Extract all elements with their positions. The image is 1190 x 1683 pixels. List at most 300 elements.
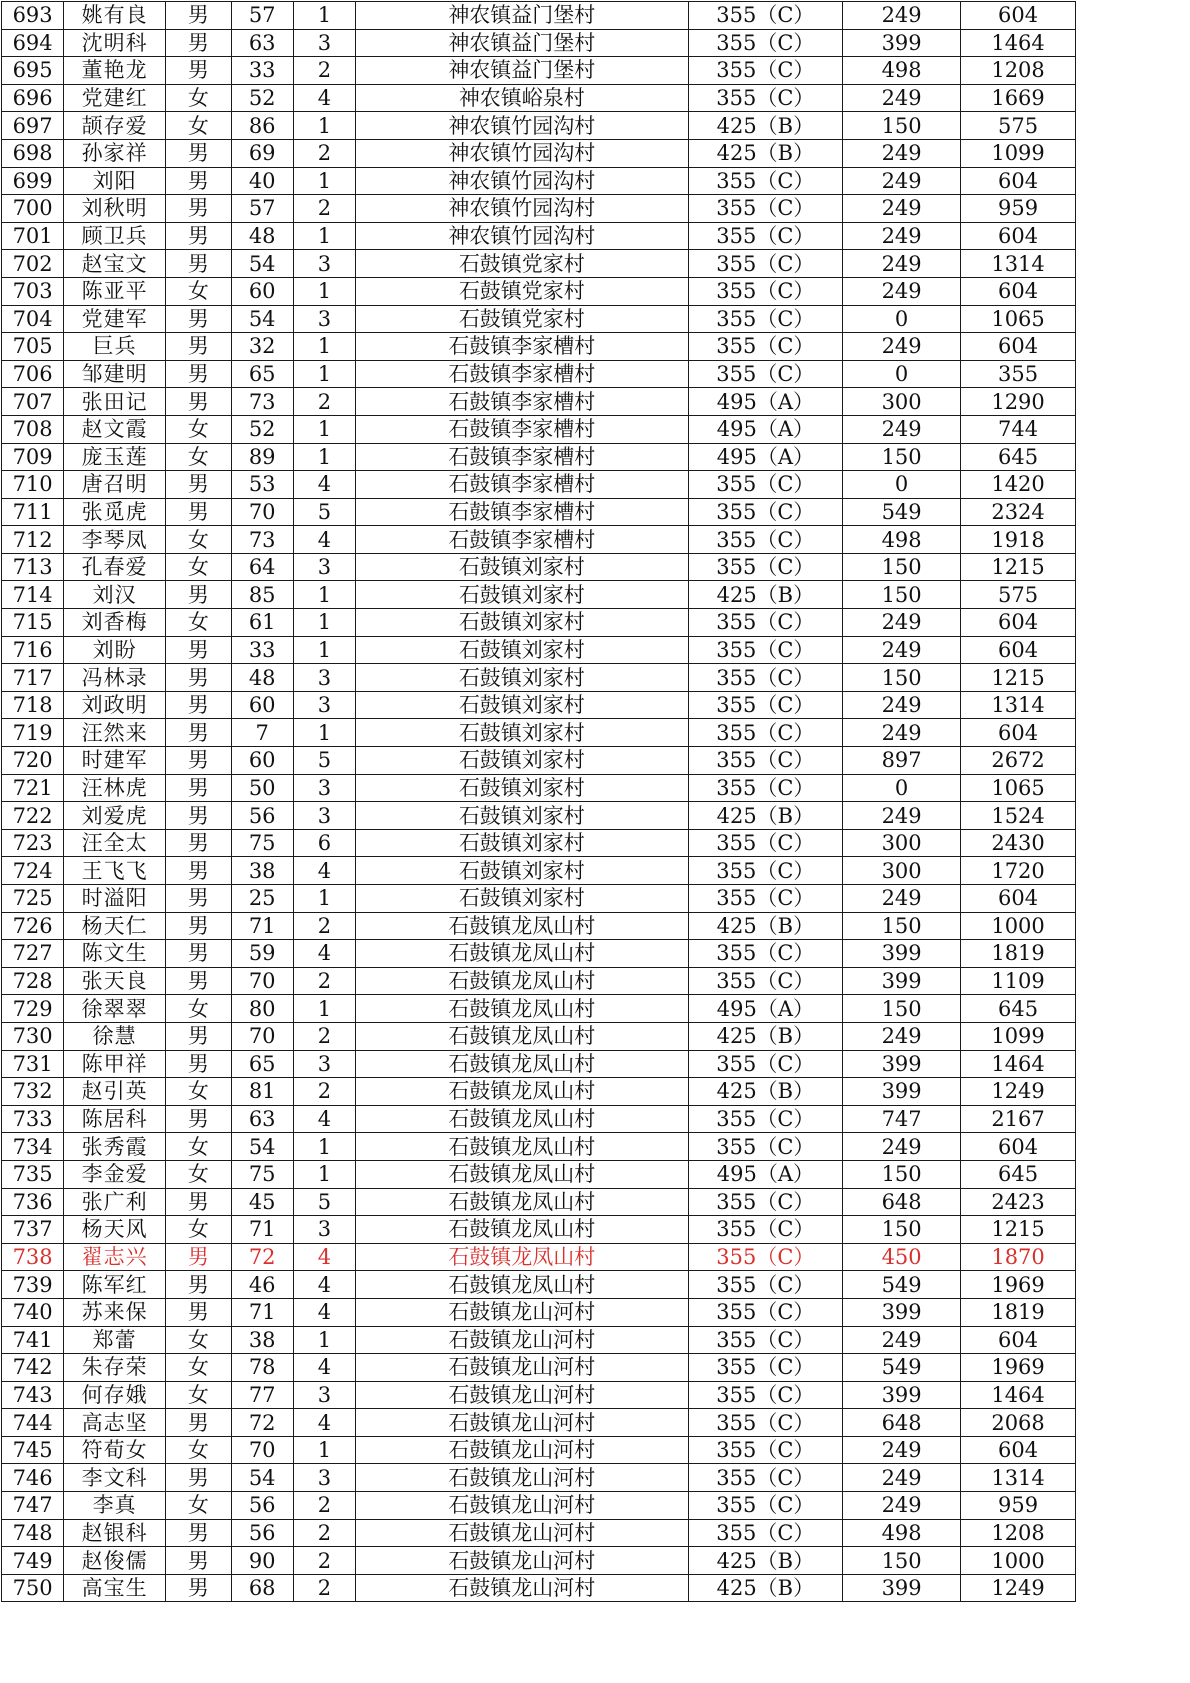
cell-village: 石鼓镇龙山河村	[356, 1492, 689, 1520]
cell-sex: 女	[166, 1216, 231, 1244]
cell-name: 庞玉莲	[64, 443, 166, 471]
cell-name: 刘阳	[64, 167, 166, 195]
table-row	[2, 1133, 1076, 1161]
cell-village: 石鼓镇刘家村	[356, 609, 689, 637]
cell-age: 73	[231, 388, 293, 416]
cell-standard: 425（B）	[688, 1022, 843, 1050]
cell-serial-number: 729	[2, 995, 64, 1023]
table-row	[2, 719, 1076, 747]
cell-household-members: 1	[293, 1133, 355, 1161]
cell-household-members: 4	[293, 1105, 355, 1133]
cell-subsidy: 249	[843, 415, 961, 443]
cell-household-members: 4	[293, 1298, 355, 1326]
cell-household-members: 2	[293, 1022, 355, 1050]
cell-sex: 男	[166, 57, 231, 85]
cell-village: 石鼓镇党家村	[356, 305, 689, 333]
cell-total: 575	[961, 581, 1076, 609]
cell-total: 1420	[961, 471, 1076, 499]
cell-name: 李金爱	[64, 1160, 166, 1188]
cell-serial-number: 721	[2, 774, 64, 802]
cell-household-members: 2	[293, 912, 355, 940]
cell-serial-number: 728	[2, 967, 64, 995]
cell-name: 姚有良	[64, 2, 166, 30]
cell-total: 1000	[961, 1547, 1076, 1575]
cell-standard: 355（C）	[688, 1519, 843, 1547]
cell-village: 石鼓镇刘家村	[356, 691, 689, 719]
cell-total: 604	[961, 1326, 1076, 1354]
table-row	[2, 360, 1076, 388]
cell-total: 604	[961, 719, 1076, 747]
cell-standard: 355（C）	[688, 526, 843, 554]
cell-sex: 女	[166, 609, 231, 637]
cell-village: 石鼓镇李家槽村	[356, 415, 689, 443]
cell-sex: 男	[166, 388, 231, 416]
cell-village: 石鼓镇龙凤山村	[356, 1022, 689, 1050]
cell-household-members: 1	[293, 885, 355, 913]
cell-serial-number: 715	[2, 609, 64, 637]
cell-name: 刘秋明	[64, 195, 166, 223]
cell-subsidy: 399	[843, 1381, 961, 1409]
cell-serial-number: 705	[2, 333, 64, 361]
cell-name: 苏来保	[64, 1298, 166, 1326]
cell-subsidy: 150	[843, 112, 961, 140]
table-row	[2, 57, 1076, 85]
cell-serial-number: 713	[2, 553, 64, 581]
cell-total: 1249	[961, 1574, 1076, 1602]
cell-sex: 男	[166, 360, 231, 388]
cell-village: 神农镇竹园沟村	[356, 222, 689, 250]
table-body	[2, 2, 1076, 1602]
cell-subsidy: 249	[843, 719, 961, 747]
cell-subsidy: 249	[843, 250, 961, 278]
cell-standard: 355（C）	[688, 857, 843, 885]
cell-age: 54	[231, 250, 293, 278]
cell-standard: 355（C）	[688, 29, 843, 57]
cell-name: 时溢阳	[64, 885, 166, 913]
cell-total: 1314	[961, 691, 1076, 719]
cell-standard: 355（C）	[688, 691, 843, 719]
cell-total: 1819	[961, 1298, 1076, 1326]
cell-village: 神农镇竹园沟村	[356, 139, 689, 167]
cell-village: 石鼓镇龙山河村	[356, 1298, 689, 1326]
cell-household-members: 5	[293, 747, 355, 775]
cell-name: 杨天风	[64, 1216, 166, 1244]
cell-village: 石鼓镇李家槽村	[356, 471, 689, 499]
cell-sex: 男	[166, 305, 231, 333]
cell-total: 1314	[961, 250, 1076, 278]
cell-serial-number: 749	[2, 1547, 64, 1575]
table-row	[2, 526, 1076, 554]
cell-household-members: 4	[293, 857, 355, 885]
cell-age: 56	[231, 1492, 293, 1520]
table-row	[2, 277, 1076, 305]
cell-village: 石鼓镇龙山河村	[356, 1574, 689, 1602]
table-row	[2, 1326, 1076, 1354]
cell-serial-number: 745	[2, 1436, 64, 1464]
cell-standard: 355（C）	[688, 636, 843, 664]
cell-age: 75	[231, 829, 293, 857]
cell-subsidy: 0	[843, 305, 961, 333]
cell-sex: 女	[166, 415, 231, 443]
cell-total: 1099	[961, 139, 1076, 167]
table-row	[2, 112, 1076, 140]
cell-standard: 355（C）	[688, 360, 843, 388]
cell-village: 神农镇竹园沟村	[356, 167, 689, 195]
cell-subsidy: 747	[843, 1105, 961, 1133]
cell-total: 1524	[961, 802, 1076, 830]
table-row	[2, 885, 1076, 913]
cell-household-members: 1	[293, 719, 355, 747]
cell-standard: 355（C）	[688, 1354, 843, 1382]
cell-total: 1215	[961, 553, 1076, 581]
cell-household-members: 2	[293, 1078, 355, 1106]
cell-standard: 355（C）	[688, 1492, 843, 1520]
cell-age: 73	[231, 526, 293, 554]
cell-sex: 男	[166, 1298, 231, 1326]
cell-subsidy: 300	[843, 829, 961, 857]
cell-sex: 女	[166, 1381, 231, 1409]
cell-household-members: 3	[293, 691, 355, 719]
table-row	[2, 167, 1076, 195]
cell-serial-number: 720	[2, 747, 64, 775]
cell-household-members: 3	[293, 1216, 355, 1244]
table-row	[2, 1354, 1076, 1382]
cell-household-members: 2	[293, 195, 355, 223]
table-row	[2, 333, 1076, 361]
cell-name: 翟志兴	[64, 1243, 166, 1271]
cell-standard: 495（A）	[688, 1160, 843, 1188]
cell-village: 石鼓镇刘家村	[356, 885, 689, 913]
cell-subsidy: 249	[843, 1326, 961, 1354]
cell-name: 赵银科	[64, 1519, 166, 1547]
cell-subsidy: 150	[843, 912, 961, 940]
cell-village: 石鼓镇刘家村	[356, 581, 689, 609]
cell-subsidy: 498	[843, 526, 961, 554]
cell-serial-number: 703	[2, 277, 64, 305]
cell-standard: 355（C）	[688, 1216, 843, 1244]
cell-name: 沈明科	[64, 29, 166, 57]
table-row	[2, 1409, 1076, 1437]
table-row	[2, 388, 1076, 416]
cell-subsidy: 150	[843, 1216, 961, 1244]
cell-serial-number: 739	[2, 1271, 64, 1299]
cell-standard: 425（B）	[688, 581, 843, 609]
cell-sex: 男	[166, 829, 231, 857]
cell-household-members: 3	[293, 1464, 355, 1492]
cell-household-members: 1	[293, 277, 355, 305]
table-row	[2, 1519, 1076, 1547]
cell-village: 石鼓镇刘家村	[356, 553, 689, 581]
cell-name: 何存娥	[64, 1381, 166, 1409]
cell-sex: 女	[166, 1492, 231, 1520]
cell-serial-number: 711	[2, 498, 64, 526]
cell-subsidy: 249	[843, 167, 961, 195]
cell-village: 石鼓镇刘家村	[356, 664, 689, 692]
cell-age: 85	[231, 581, 293, 609]
cell-subsidy: 0	[843, 471, 961, 499]
cell-serial-number: 710	[2, 471, 64, 499]
cell-serial-number: 709	[2, 443, 64, 471]
cell-standard: 355（C）	[688, 57, 843, 85]
cell-total: 1065	[961, 774, 1076, 802]
cell-household-members: 2	[293, 57, 355, 85]
cell-serial-number: 735	[2, 1160, 64, 1188]
cell-standard: 355（C）	[688, 1381, 843, 1409]
cell-serial-number: 696	[2, 84, 64, 112]
cell-sex: 男	[166, 471, 231, 499]
table-row	[2, 1464, 1076, 1492]
table-row	[2, 471, 1076, 499]
table-row	[2, 636, 1076, 664]
cell-subsidy: 399	[843, 1298, 961, 1326]
cell-standard: 495（A）	[688, 388, 843, 416]
cell-total: 1099	[961, 1022, 1076, 1050]
cell-subsidy: 249	[843, 802, 961, 830]
cell-household-members: 3	[293, 802, 355, 830]
cell-age: 45	[231, 1188, 293, 1216]
cell-village: 石鼓镇龙山河村	[356, 1354, 689, 1382]
cell-serial-number: 714	[2, 581, 64, 609]
cell-subsidy: 399	[843, 1050, 961, 1078]
cell-household-members: 2	[293, 388, 355, 416]
table-row	[2, 912, 1076, 940]
cell-household-members: 3	[293, 1050, 355, 1078]
cell-age: 60	[231, 691, 293, 719]
table-row	[2, 2, 1076, 30]
cell-serial-number: 716	[2, 636, 64, 664]
cell-sex: 男	[166, 885, 231, 913]
cell-village: 石鼓镇龙凤山村	[356, 1133, 689, 1161]
cell-age: 33	[231, 57, 293, 85]
cell-village: 石鼓镇龙山河村	[356, 1326, 689, 1354]
cell-age: 70	[231, 498, 293, 526]
cell-total: 2672	[961, 747, 1076, 775]
cell-village: 石鼓镇龙山河村	[356, 1381, 689, 1409]
cell-standard: 495（A）	[688, 443, 843, 471]
cell-standard: 425（B）	[688, 1078, 843, 1106]
cell-household-members: 2	[293, 967, 355, 995]
cell-subsidy: 399	[843, 1078, 961, 1106]
cell-age: 60	[231, 277, 293, 305]
cell-total: 604	[961, 1133, 1076, 1161]
cell-total: 1819	[961, 940, 1076, 968]
cell-name: 陈甲祥	[64, 1050, 166, 1078]
cell-village: 石鼓镇李家槽村	[356, 498, 689, 526]
cell-sex: 男	[166, 691, 231, 719]
cell-name: 张广利	[64, 1188, 166, 1216]
cell-name: 党建红	[64, 84, 166, 112]
cell-standard: 355（C）	[688, 719, 843, 747]
cell-household-members: 3	[293, 1381, 355, 1409]
table-row	[2, 1381, 1076, 1409]
cell-household-members: 1	[293, 415, 355, 443]
cell-household-members: 2	[293, 139, 355, 167]
cell-village: 神农镇竹园沟村	[356, 112, 689, 140]
cell-standard: 355（C）	[688, 1436, 843, 1464]
cell-village: 石鼓镇李家槽村	[356, 333, 689, 361]
cell-total: 1464	[961, 1381, 1076, 1409]
cell-sex: 男	[166, 1519, 231, 1547]
cell-total: 1464	[961, 29, 1076, 57]
cell-serial-number: 744	[2, 1409, 64, 1437]
cell-subsidy: 249	[843, 691, 961, 719]
cell-name: 朱存荣	[64, 1354, 166, 1382]
cell-subsidy: 549	[843, 498, 961, 526]
cell-age: 80	[231, 995, 293, 1023]
table-row	[2, 1078, 1076, 1106]
cell-village: 神农镇益门堡村	[356, 29, 689, 57]
cell-standard: 355（C）	[688, 747, 843, 775]
cell-village: 石鼓镇龙凤山村	[356, 912, 689, 940]
table-row	[2, 1547, 1076, 1575]
cell-standard: 355（C）	[688, 1326, 843, 1354]
table-row	[2, 222, 1076, 250]
cell-sex: 男	[166, 747, 231, 775]
cell-serial-number: 717	[2, 664, 64, 692]
table-row	[2, 195, 1076, 223]
cell-total: 355	[961, 360, 1076, 388]
cell-age: 25	[231, 885, 293, 913]
cell-name: 顾卫兵	[64, 222, 166, 250]
cell-age: 59	[231, 940, 293, 968]
cell-serial-number: 699	[2, 167, 64, 195]
cell-household-members: 4	[293, 1271, 355, 1299]
cell-subsidy: 249	[843, 2, 961, 30]
cell-household-members: 1	[293, 2, 355, 30]
table-row	[2, 1298, 1076, 1326]
cell-total: 604	[961, 277, 1076, 305]
cell-total: 2167	[961, 1105, 1076, 1133]
cell-household-members: 1	[293, 995, 355, 1023]
cell-total: 2423	[961, 1188, 1076, 1216]
table-row	[2, 609, 1076, 637]
cell-standard: 495（A）	[688, 415, 843, 443]
table-row	[2, 443, 1076, 471]
cell-standard: 355（C）	[688, 1133, 843, 1161]
table-row	[2, 498, 1076, 526]
cell-standard: 355（C）	[688, 498, 843, 526]
cell-village: 神农镇峪泉村	[356, 84, 689, 112]
cell-standard: 355（C）	[688, 553, 843, 581]
cell-name: 张秀霞	[64, 1133, 166, 1161]
cell-standard: 355（C）	[688, 222, 843, 250]
cell-village: 石鼓镇党家村	[356, 277, 689, 305]
table-row	[2, 967, 1076, 995]
cell-household-members: 1	[293, 443, 355, 471]
household-table	[1, 1, 1076, 1602]
cell-serial-number: 718	[2, 691, 64, 719]
cell-standard: 425（B）	[688, 139, 843, 167]
cell-total: 1290	[961, 388, 1076, 416]
cell-sex: 女	[166, 995, 231, 1023]
cell-standard: 355（C）	[688, 885, 843, 913]
cell-name: 陈亚平	[64, 277, 166, 305]
cell-total: 575	[961, 112, 1076, 140]
table-row	[2, 250, 1076, 278]
cell-age: 48	[231, 222, 293, 250]
cell-total: 604	[961, 636, 1076, 664]
cell-subsidy: 150	[843, 995, 961, 1023]
cell-total: 1720	[961, 857, 1076, 885]
cell-subsidy: 399	[843, 967, 961, 995]
cell-name: 高志坚	[64, 1409, 166, 1437]
cell-subsidy: 399	[843, 940, 961, 968]
cell-subsidy: 300	[843, 388, 961, 416]
table-row-highlighted	[2, 1243, 1076, 1271]
cell-subsidy: 897	[843, 747, 961, 775]
cell-age: 69	[231, 139, 293, 167]
cell-village: 石鼓镇龙凤山村	[356, 995, 689, 1023]
cell-total: 1109	[961, 967, 1076, 995]
table-row	[2, 1271, 1076, 1299]
cell-standard: 355（C）	[688, 167, 843, 195]
cell-age: 52	[231, 415, 293, 443]
cell-standard: 355（C）	[688, 84, 843, 112]
cell-sex: 男	[166, 581, 231, 609]
cell-sex: 女	[166, 526, 231, 554]
cell-subsidy: 249	[843, 1492, 961, 1520]
cell-subsidy: 249	[843, 1464, 961, 1492]
cell-age: 38	[231, 1326, 293, 1354]
cell-standard: 355（C）	[688, 1298, 843, 1326]
cell-village: 石鼓镇龙山河村	[356, 1436, 689, 1464]
cell-age: 81	[231, 1078, 293, 1106]
cell-name: 高宝生	[64, 1574, 166, 1602]
table-row	[2, 1492, 1076, 1520]
cell-age: 75	[231, 1160, 293, 1188]
cell-serial-number: 730	[2, 1022, 64, 1050]
cell-name: 颉存爱	[64, 112, 166, 140]
cell-serial-number: 737	[2, 1216, 64, 1244]
cell-serial-number: 733	[2, 1105, 64, 1133]
cell-name: 陈文生	[64, 940, 166, 968]
cell-sex: 男	[166, 967, 231, 995]
cell-serial-number: 734	[2, 1133, 64, 1161]
cell-household-members: 3	[293, 250, 355, 278]
cell-serial-number: 731	[2, 1050, 64, 1078]
cell-serial-number: 693	[2, 2, 64, 30]
cell-village: 石鼓镇龙山河村	[356, 1464, 689, 1492]
cell-household-members: 1	[293, 636, 355, 664]
cell-standard: 355（C）	[688, 1271, 843, 1299]
cell-household-members: 1	[293, 1436, 355, 1464]
cell-age: 65	[231, 1050, 293, 1078]
cell-age: 70	[231, 1436, 293, 1464]
cell-sex: 男	[166, 333, 231, 361]
table-row	[2, 139, 1076, 167]
cell-village: 神农镇益门堡村	[356, 57, 689, 85]
cell-age: 53	[231, 471, 293, 499]
cell-household-members: 5	[293, 1188, 355, 1216]
cell-age: 32	[231, 333, 293, 361]
cell-household-members: 2	[293, 1519, 355, 1547]
cell-subsidy: 249	[843, 1022, 961, 1050]
cell-serial-number: 727	[2, 940, 64, 968]
cell-total: 2068	[961, 1409, 1076, 1437]
cell-name: 李琴凤	[64, 526, 166, 554]
cell-village: 神农镇益门堡村	[356, 2, 689, 30]
cell-subsidy: 450	[843, 1243, 961, 1271]
cell-standard: 425（B）	[688, 1547, 843, 1575]
cell-total: 604	[961, 333, 1076, 361]
cell-standard: 355（C）	[688, 471, 843, 499]
cell-name: 徐翠翠	[64, 995, 166, 1023]
table-row	[2, 29, 1076, 57]
table-row	[2, 1160, 1076, 1188]
cell-village: 石鼓镇龙山河村	[356, 1409, 689, 1437]
cell-name: 郑蕾	[64, 1326, 166, 1354]
cell-serial-number: 694	[2, 29, 64, 57]
